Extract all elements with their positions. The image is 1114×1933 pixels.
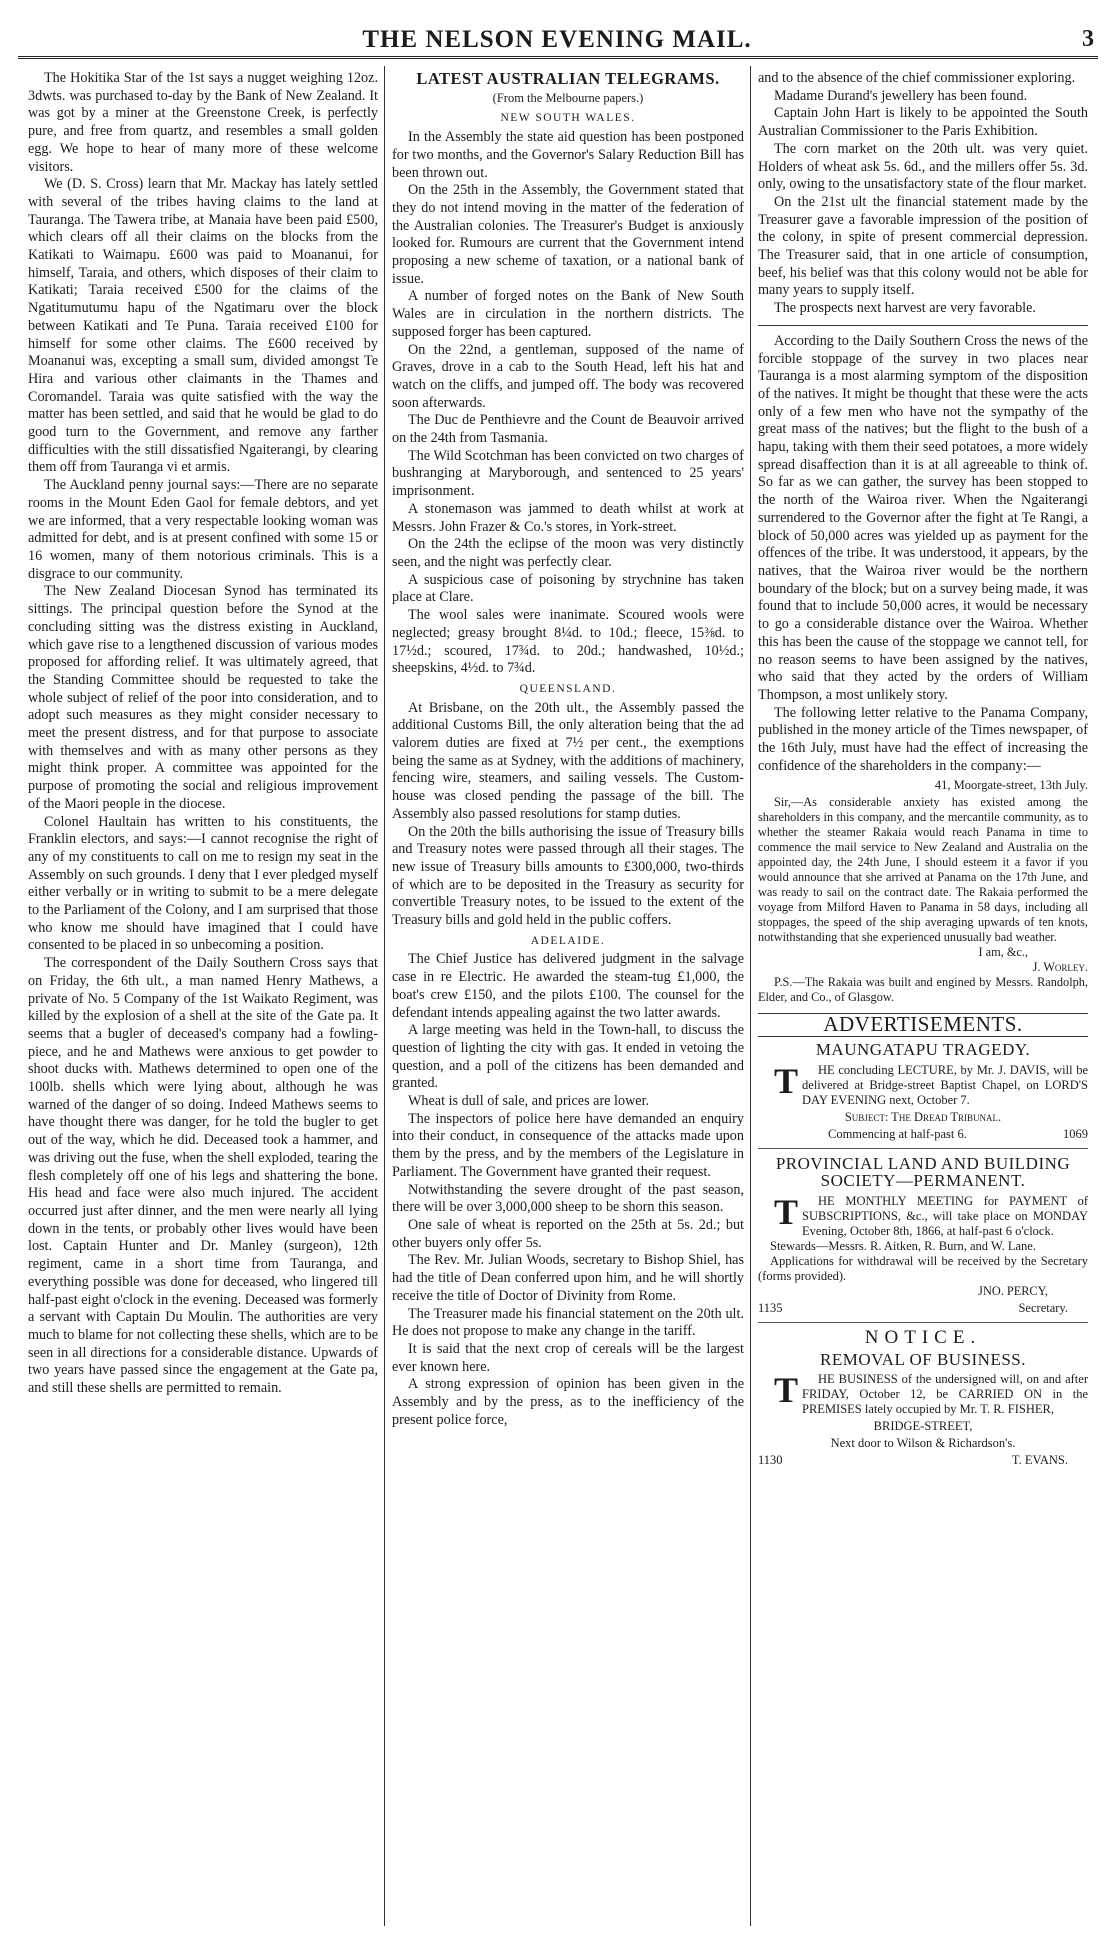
ad-separator: [758, 1148, 1088, 1149]
ad-heading: MAUNGATAPU TRAGEDY.: [815, 1039, 1031, 1059]
article-paragraph: According to the Daily Southern Cross the news of the forcible stoppage of the survey in two places near Tauranga is a most alarming symptom of the disposition of the natives. It might be thought that these were the acts only of a few men who have not the sympathy of the great mass of the natives; but the flight to the bush of a hapu, taking with them their seed potatoes, a more widely spread disaffection than it is at all agreeable to think of. So far as we can gather, the survey has been stopped to the north of the Wairoa river. When the Ngaiterangi surrendered to the Governor after the fight at Te Rangi, a block of 50,000 acres was yielded up as payment for the offences of the tribe. It was understood, it appears, by the natives, that the Wairoa river would be the northern boundary of the block; but on a survey being made, it was found that to include 50,000 acres, it would be necessary to go a considerable distance over the Wairoa. Whether this has been the cause of the stoppage we cannot tell, for no reason seems to have been assigned by the natives, who said that they acted by the orders of William Thompson, a most unlikely story.: [758, 332, 1088, 703]
telegrams-heading: LATEST AUSTRALIAN TELEGRAMS.: [416, 70, 720, 88]
masthead-rule: [18, 56, 1098, 59]
article-paragraph: The New Zealand Diocesan Synod has terminated its sittings. The principal question before the Synod at the concluding sitting was the distress existing in Auckland, which gave rise to a lengthened discussion of various modes proposed for affording relief. It was ultimately agreed, that the Standing Committee should be requested to take the whole subject of relief of the poor into consideration, and to adopt such measures as they might consider necessary to meet the present distress, and for that purpose to associate with themselves and with as many other persons as they might think proper. A committee was appointed for the purpose of promoting the social and religious improvement of the Maori people in the diocese.: [28, 583, 378, 812]
ad-next-door: Next door to Wilson & Richardson's.: [830, 1436, 1016, 1451]
newspaper-title: THE NELSON EVENING MAIL.: [362, 26, 752, 53]
ad-number: 1069: [1063, 1126, 1088, 1141]
page-number: 3: [1082, 26, 1094, 52]
drop-cap: T: [774, 1191, 799, 1232]
article-paragraph: The prospects next harvest are very favorable.: [774, 300, 1036, 317]
article-paragraph: The correspondent of the Daily Southern Cross says that on Friday, the 6th ult., a man named Henry Mathews, a private of No. 5 Company of the 1st Waikato Regiment, was killed by the explosion of a shell at the site of the Gate pa. It seems that a bugler of deceased's company had a fowling-piece, and he and Mathews were anxious to get powder to shoot ducks with. Mathews determined to open one of the 100lb. shells which were lying about, although he was warned of the danger of so doing. Indeed Mathews seems to have thought there was danger, for he told the bugler to get out of the way, which he did. Deceased took a hammer, and was driving out the fuse, when the shell exploded, tearing the flesh completely off one of his legs and shattering the bone. His head and face were also much injured. The accident occurred just after dinner, and the men were nearly all lying down in the tents, or probably other lives would have been lost. Captain Hunter and Dr. Manley (surgeon), 12th regiment, came in a short time from Tauranga, and everything possible was done for deceased, who lingered till half-past eight o'clock in the evening. Deceased was formerly a servant with Captain Du Moulin. The authorities are very much to blame for not collecting these shells, which are to be seen in all directions for a considerable distance. Upwards of two years have passed since the engagement at the Gate pa, and still these shells are permitted to remain.: [28, 955, 378, 1397]
ad-body: [758, 1372, 1088, 1417]
article-paragraph: The Wild Scotchman has been convicted on two charges of bushranging at Maryborough, and sentenced to 25 years' imprisonment.: [392, 447, 744, 500]
article-paragraph: A suspicious case of poisoning by strychnine has taken place at Clare.: [392, 571, 744, 606]
article-paragraph: The inspectors of police here have demanded an enquiry into their conduct, in consequence of the attacks made upon them by the press, and by the members of the Legislature in Parliament. The Government have granted their request.: [392, 1110, 744, 1180]
article-paragraph: At Brisbane, on the 20th ult., the Assembly passed the additional Customs Bill, the only alteration being that the ad valorem duties are fixed at 7½ per cent., the exemptions being the same as at Sydney, with the additions of machinery, fencing wire, steamers, and sailing vessels. The Custom-house was closed pending the passage of the bill. The Assembly also passed resolutions for stamp duties.: [392, 699, 744, 822]
ad-footer: [758, 1453, 1088, 1468]
article-paragraph: It is said that the next crop of cereals will be the largest ever known here.: [392, 1340, 744, 1375]
notice-heading: NOTICE.: [864, 1326, 982, 1348]
article-paragraph: The Hokitika Star of the 1st says a nugget weighing 12oz. 3dwts. was purchased to-day by the Bank of New Zealand. It was got by a miner at the Greenstone Creek, is perfectly pure, and free from quartz, and resembles a small golden egg. We hope to hear of many more of these welcome visitors.: [28, 70, 378, 175]
article-paragraph: One sale of wheat is reported on the 25th at 5s. 2d.; but other buyers only offer 5s.: [392, 1217, 744, 1251]
ad-street: BRIDGE-STREET,: [873, 1419, 973, 1434]
article-paragraph: The Duc de Penthievre and the Count de Beauvoir arrived on the 24th from Tasmania.: [392, 412, 744, 447]
ad-text: HE concluding LECTURE, by Mr. J. DAVIS, will be delivered at Bridge-street Baptist Chapel, on LORD'S DAY EVENING next, October 7.: [802, 1062, 1088, 1107]
column-divider: [750, 66, 751, 1926]
ad-separator: [758, 1322, 1088, 1323]
ad-heading: REMOVAL OF BUSINESS.: [819, 1349, 1026, 1369]
letter-body: Sir,—As considerable anxiety has existed among the shareholders in this company, and the mercantile community, as to whether the steamer Rakaia would reach Panama in time to commence the mail service to New Zealand and Australia on the appointed day, the 24th June, I should esteem it a favor if you would announce that she arrived at Panama on the 17th June, and was ready to sail on the contract date. The Rakaia performed the voyage from Milford Haven to Panama in 58 days, including all stoppages, the speed of the ship averaging upwards of ten knots, notwithstanding that she experienced unusually bad weather.: [758, 795, 1088, 945]
article-paragraph: A strong expression of opinion has been given in the Assembly and by the press, as to the inefficiency of the present police force,: [392, 1376, 744, 1428]
letter-close: I am, &c.,: [978, 945, 1028, 960]
advertisements-heading: ADVERTISEMENTS.: [758, 1013, 1088, 1037]
article-paragraph: On the 21st ult the financial statement made by the Treasurer gave a favorable impression of the position of the colony, in spite of present commercial depression. The Treasurer said, that in one article of consumption, beef, his belief was that this colony would not be able for many years to supply itself.: [758, 193, 1088, 299]
article-paragraph: The Chief Justice has delivered judgment in the salvage case in re Electric. He awarded the steam-tug £1,000, the boat's crew £150, and the pilots £100. The counsel for the defendant intends appealing against the two latter awards.: [392, 951, 744, 1021]
article-paragraph: On the 25th in the Assembly, the Government stated that they do not intend moving in the matter of the federation of the Australian colonies. The Treasurer's Budget is anxiously looked for. Rumours are current that the Government intend proposing a new scheme of taxation, or a national bank of issue.: [392, 182, 744, 287]
section-heading: NEW SOUTH WALES.: [500, 112, 636, 125]
article-paragraph: The corn market on the 20th ult. was very quiet. Holders of wheat ask 5s. 6d., and the millers offer 5s. 3d. only, owing to the unsatisfactory state of the flour market.: [758, 140, 1088, 193]
letter-address: 41, Moorgate-street, 13th July.: [934, 778, 1088, 793]
article-paragraph: A number of forged notes on the Bank of New South Wales are in circulation in the northern districts. The supposed forger has been captured.: [392, 288, 744, 340]
ad-signer: JNO. PERCY,: [978, 1283, 1048, 1298]
article-paragraph: Notwithstanding the severe drought of the past season, there will be over 3,000,000 sheep to be shorn this season.: [392, 1181, 744, 1216]
article-paragraph: On the 24th the eclipse of the moon was very distinctly seen, and the night was perfectly clear.: [392, 536, 744, 570]
article-paragraph: The wool sales were inanimate. Scoured wools were neglected; greasy brought 8¼d. to 10d.; fleece, 15⅜d. to 17½d.; scoured, 17¾d. to 20d.; handwashed, 10½d.; sheepskins, 4½d. to 7¾d.: [392, 607, 744, 677]
article-paragraph: and to the absence of the chief commissioner exploring.: [758, 70, 1076, 86]
article-paragraph: On the 20th the bills authorising the issue of Treasury bills and Treasury notes were passed through all their stages. The new issue of Treasury bills amounts to £300,000, two-thirds of which are to be deposited in the Treasury as security for convertible Treasury notes, to be issued to the extent of the Treasury bills and gold held in the public coffers.: [392, 823, 744, 929]
ad-footer: [758, 1301, 1088, 1316]
column-divider: [384, 66, 385, 1926]
telegrams-subheading: (From the Melbourne papers.): [492, 90, 644, 105]
ad-body: [758, 1191, 1088, 1239]
ad-role: Secretary.: [1018, 1300, 1068, 1315]
article-paragraph: Madame Durand's jewellery has been found.: [774, 87, 1028, 104]
section-heading: ADELAIDE.: [530, 934, 606, 947]
ad-heading: PROVINCIAL LAND AND BUILDING SOCIETY—PERMANENT.: [775, 1153, 1071, 1191]
ad-body: [758, 1060, 1088, 1108]
article-paragraph: The Rev. Mr. Julian Woods, secretary to Bishop Shiel, has had the title of Dean conferred upon him, and he will shortly receive the title of Doctor of Divinity from Rome.: [392, 1252, 744, 1304]
ad-number: 1130: [758, 1453, 783, 1468]
article-paragraph: We (D. S. Cross) learn that Mr. Mackay has lately settled with several of the tribes having claims to the land at Tauranga. The Tawera tribe, at Manaia have been paid £500, which clears off all their claims on the blocks from the Katikati to Waimapu. £600 was paid to Moananui, for himself, Taraia, and others, which disposes of their claim to Katikati; Taraia received £500 for the claims of the Ngatitumutumu hapu of the Ngatimaru over the block between Katikati and Te Puna. Taraia received £100 for himself for some other claims. The £600 received by Moananui was, excepting a small sum, divided amongst Te Hira and various other claimants in the Thames and Coromandel. Taraia was quite satisfied with the way the matter has been settled, and said that he would be glad to do good turn to the Government, and remove any farther difficulties with the still dissatisfied Ngaiterangi, by clearing them off from Tauranga vi et armis.: [28, 176, 378, 476]
ad-stewards: Stewards—Messrs. R. Aitken, R. Burn, and W. Lane.: [770, 1238, 1036, 1253]
ad-subject: Subject: The Dread Tribunal.: [844, 1109, 1002, 1124]
section-heading: QUEENSLAND.: [519, 682, 617, 695]
column-1: [28, 70, 378, 1925]
article-paragraph: Wheat is dull of sale, and prices are lower.: [408, 1093, 650, 1110]
column-3: [758, 70, 1088, 1925]
ad-signer: T. EVANS.: [1011, 1453, 1068, 1468]
masthead: [0, 0, 1114, 60]
ad-text: HE BUSINESS of the undersigned will, on and after FRIDAY, October 12, be CARRIED ON in the PREMISES lately occupied by Mr. T. R. FISHER,: [802, 1372, 1088, 1417]
column-2: [392, 70, 744, 1925]
article-paragraph: On the 22nd, a gentleman, supposed of the name of Graves, drove in a cab to the South Head, left his hat and watch on the cliffs, and jumped off. The body was recovered soon afterwards.: [392, 341, 744, 411]
letter-postscript: P.S.—The Rakaia was built and engined by Messrs. Randolph, Elder, and Co., of Glasgow.: [758, 975, 1088, 1005]
article-paragraph: The Auckland penny journal says:—There are no separate rooms in the Mount Eden Gaol for female debtors, and yet we are informed, that a very respectable looking woman was admitted for debt, and is at present confined with some 15 or 16 women, many of them notorious criminals. This is a disgrace to our community.: [28, 477, 378, 582]
article-paragraph: Colonel Haultain has written to his constituents, the Franklin electors, and says:—I cannot recognise the right of any of my constituents to call on me to resign my seat in the Assembly on such grounds. I deny that I ever pledged myself either verbally or in writing to submit to be a mere delegate to the Parliament of the Colony, and I am surprised that those who know me should have imagined that I could have consented to be placed in so unbecoming a position.: [28, 813, 378, 954]
ad-footer: [758, 1127, 1088, 1142]
article-paragraph: Captain John Hart is likely to be appointed the South Australian Commissioner to the Paris Exhibition.: [758, 105, 1088, 140]
article-paragraph: The Treasurer made his financial statement on the 20th ult. He does not propose to make any change in the tariff.: [392, 1305, 744, 1340]
article-paragraph: In the Assembly the state aid question has been postponed for two months, and the Governor's Salary Reduction Bill has been thrown out.: [392, 129, 744, 181]
drop-cap: T: [774, 1060, 799, 1101]
letter-signature: J. Worley.: [1032, 960, 1088, 975]
ad-text: HE MONTHLY MEETING for PAYMENT of SUBSCRIPTIONS, &c., will take place on MONDAY Evening, October 8th, 1866, at half-past 6 o'clock.: [802, 1193, 1088, 1238]
ad-applications: Applications for withdrawal will be received by the Secretary (forms provided).: [758, 1253, 1088, 1283]
drop-cap: T: [774, 1370, 799, 1411]
ad-number: 1135: [758, 1300, 783, 1315]
article-rule: [758, 325, 1088, 326]
article-paragraph: A large meeting was held in the Town-hall, to discuss the question of lighting the city with gas. It ended in vetoing the question, and a poll of the citizens has been demanded and granted.: [392, 1022, 744, 1092]
article-paragraph: The following letter relative to the Panama Company, published in the money article of the Times newspaper, of the 16th July, must have had the effect of increasing the confidence of the shareholders in the company:—: [758, 704, 1088, 774]
article-paragraph: A stonemason was jammed to death whilst at work at Messrs. John Frazer & Co.'s stores, in York-street.: [392, 500, 744, 535]
ad-commencing: Commencing at half-past 6.: [828, 1126, 967, 1141]
